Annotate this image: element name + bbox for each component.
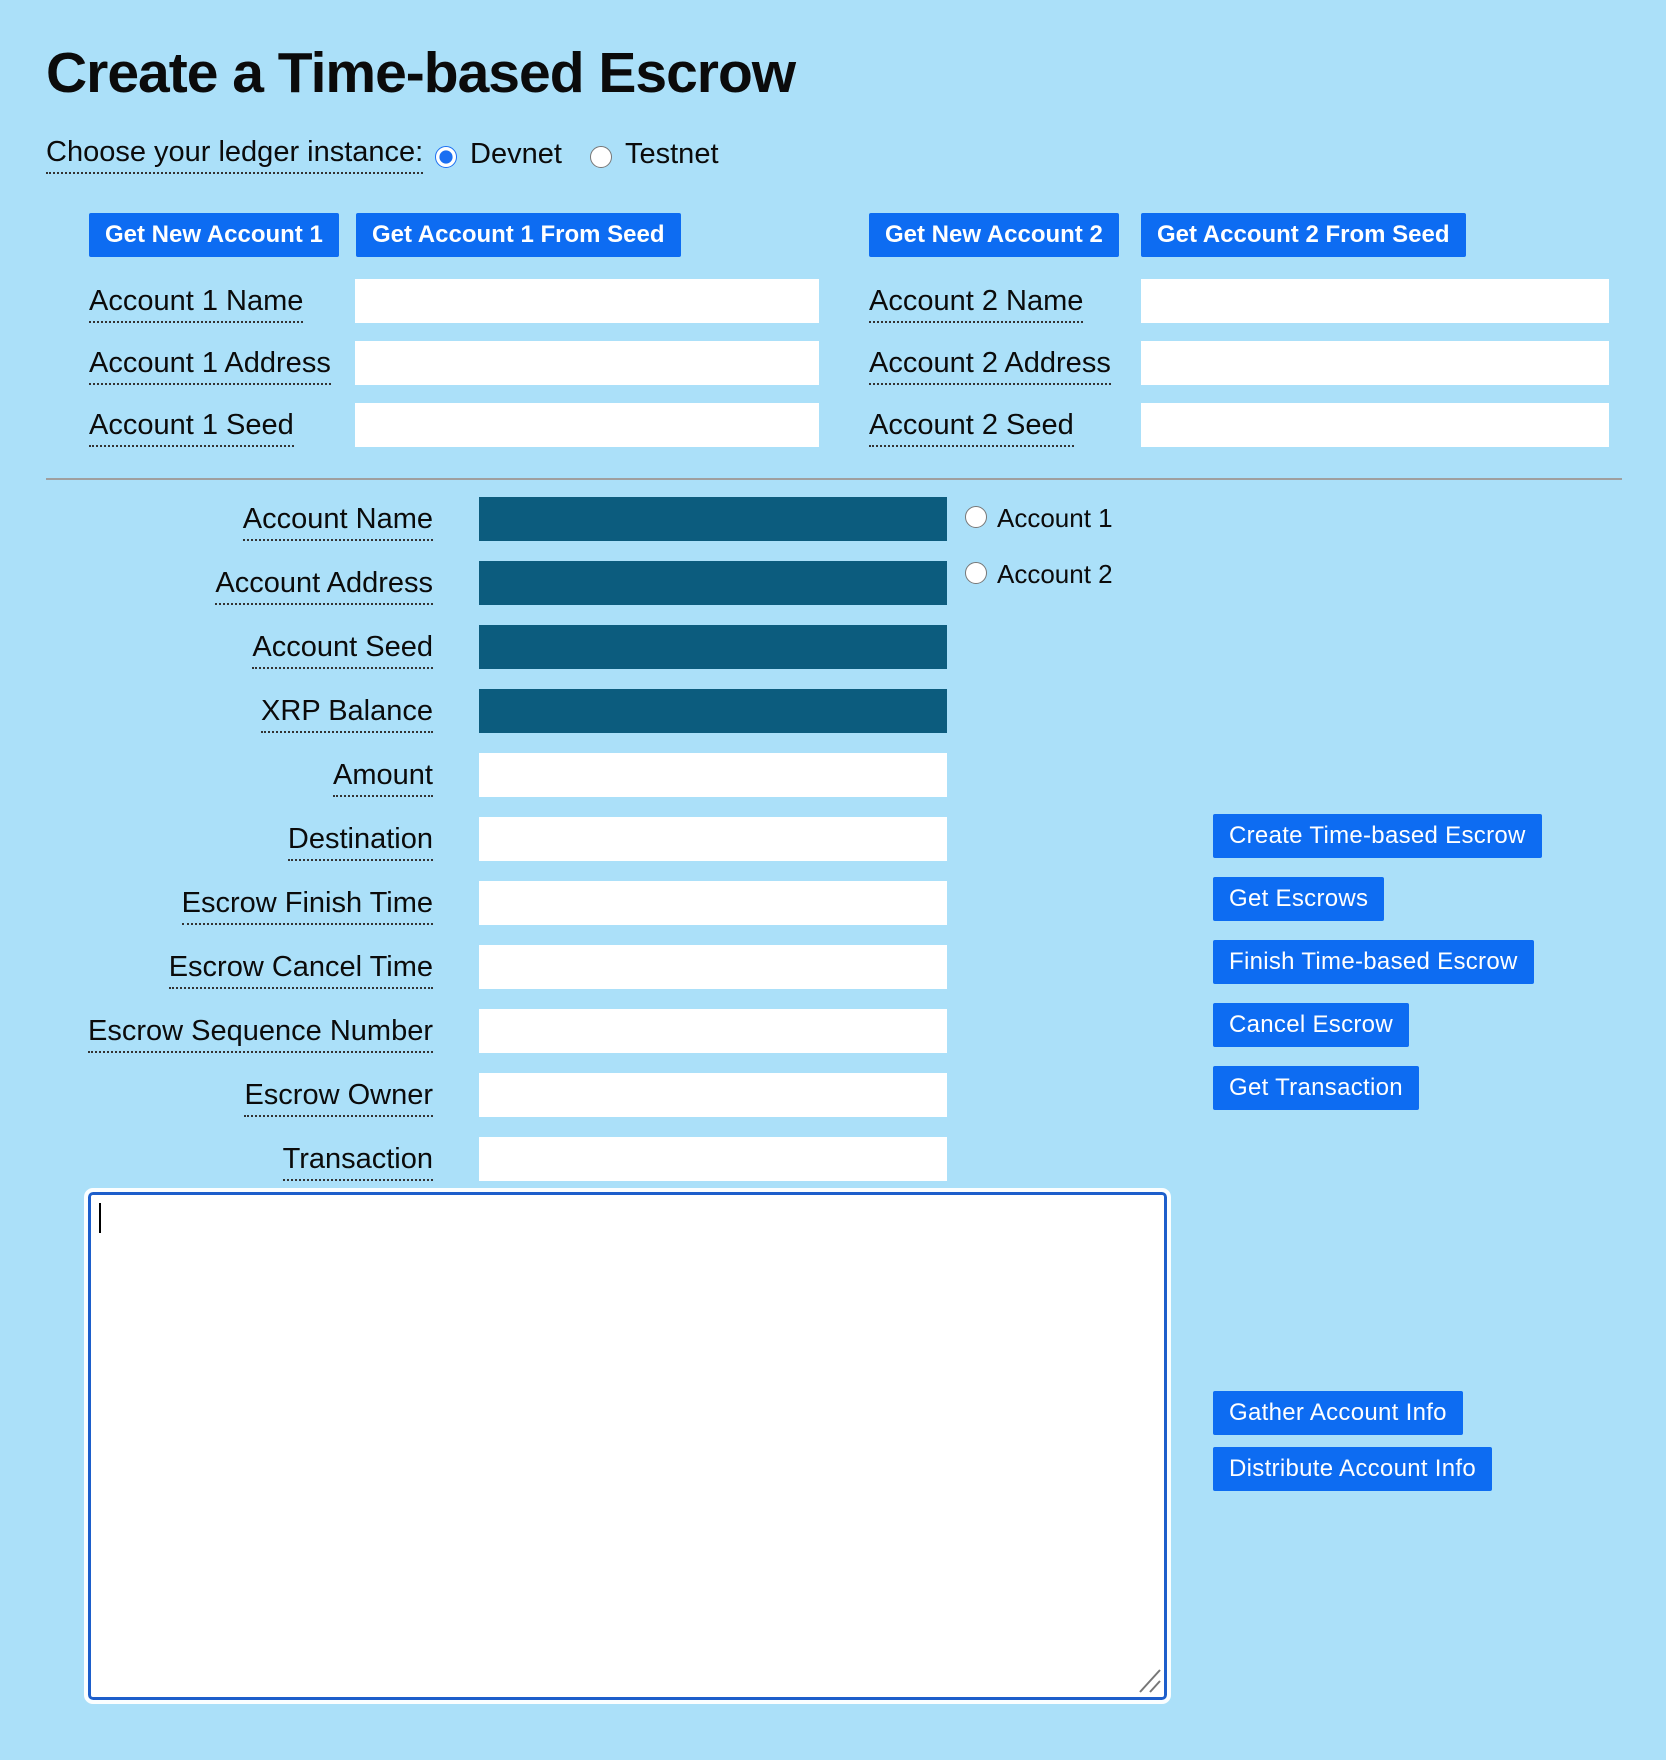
get-escrows-button[interactable]: Get Escrows	[1213, 877, 1384, 921]
create-time-based-escrow-button[interactable]: Create Time-based Escrow	[1213, 814, 1542, 858]
escrow-owner-label: Escrow Owner	[244, 1077, 433, 1117]
account-seed-field[interactable]	[479, 625, 947, 669]
account-2-radio-label: Account 2	[997, 559, 1113, 589]
testnet-radio[interactable]	[590, 146, 612, 168]
account-1-name-input[interactable]	[355, 279, 819, 323]
escrow-sequence-number-input[interactable]	[479, 1009, 947, 1053]
escrow-finish-time-label: Escrow Finish Time	[182, 885, 433, 925]
xrp-balance-field[interactable]	[479, 689, 947, 733]
get-account-2-from-seed-button[interactable]: Get Account 2 From Seed	[1141, 213, 1466, 257]
account-1-seed-label: Account 1 Seed	[89, 407, 294, 447]
account-1-seed-input[interactable]	[355, 403, 819, 447]
results-textarea[interactable]	[88, 1192, 1167, 1700]
account-1-radio[interactable]	[965, 506, 987, 528]
account-2-address-label: Account 2 Address	[869, 345, 1111, 385]
account-2-seed-label: Account 2 Seed	[869, 407, 1074, 447]
get-account-1-from-seed-button[interactable]: Get Account 1 From Seed	[356, 213, 681, 257]
distribute-account-info-button[interactable]: Distribute Account Info	[1213, 1447, 1492, 1491]
account-2-name-input[interactable]	[1141, 279, 1609, 323]
account-1-address-input[interactable]	[355, 341, 819, 385]
destination-label: Destination	[288, 821, 433, 861]
account-name-label: Account Name	[243, 501, 433, 541]
finish-time-based-escrow-button[interactable]: Finish Time-based Escrow	[1213, 940, 1534, 984]
resize-handle-icon[interactable]	[1134, 1664, 1162, 1694]
account-2-seed-input[interactable]	[1141, 403, 1609, 447]
account-2-address-input[interactable]	[1141, 341, 1609, 385]
account-name-field[interactable]	[479, 497, 947, 541]
page-title: Create a Time-based Escrow	[46, 41, 796, 105]
section-divider	[46, 478, 1622, 480]
get-new-account-2-button[interactable]: Get New Account 2	[869, 213, 1119, 257]
gather-account-info-button[interactable]: Gather Account Info	[1213, 1391, 1463, 1435]
ledger-instance-label: Choose your ledger instance:	[46, 134, 423, 174]
amount-input[interactable]	[479, 753, 947, 797]
destination-input[interactable]	[479, 817, 947, 861]
cancel-escrow-button[interactable]: Cancel Escrow	[1213, 1003, 1409, 1047]
escrow-sequence-number-label: Escrow Sequence Number	[88, 1013, 433, 1053]
transaction-input[interactable]	[479, 1137, 947, 1181]
escrow-cancel-time-label: Escrow Cancel Time	[169, 949, 433, 989]
xrp-balance-label: XRP Balance	[261, 693, 433, 733]
text-cursor	[99, 1203, 101, 1233]
account-address-label: Account Address	[215, 565, 433, 605]
account-1-address-label: Account 1 Address	[89, 345, 331, 385]
devnet-radio[interactable]	[435, 146, 457, 168]
account-seed-label: Account Seed	[252, 629, 433, 669]
account-1-radio-label: Account 1	[997, 503, 1113, 533]
get-transaction-button[interactable]: Get Transaction	[1213, 1066, 1419, 1110]
account-2-name-label: Account 2 Name	[869, 283, 1083, 323]
account-2-radio[interactable]	[965, 562, 987, 584]
escrow-cancel-time-input[interactable]	[479, 945, 947, 989]
get-new-account-1-button[interactable]: Get New Account 1	[89, 213, 339, 257]
escrow-owner-input[interactable]	[479, 1073, 947, 1117]
transaction-label: Transaction	[283, 1141, 433, 1181]
testnet-label: Testnet	[625, 138, 719, 170]
account-1-name-label: Account 1 Name	[89, 283, 303, 323]
devnet-label: Devnet	[470, 138, 562, 170]
amount-label: Amount	[333, 757, 433, 797]
escrow-finish-time-input[interactable]	[479, 881, 947, 925]
account-address-field[interactable]	[479, 561, 947, 605]
